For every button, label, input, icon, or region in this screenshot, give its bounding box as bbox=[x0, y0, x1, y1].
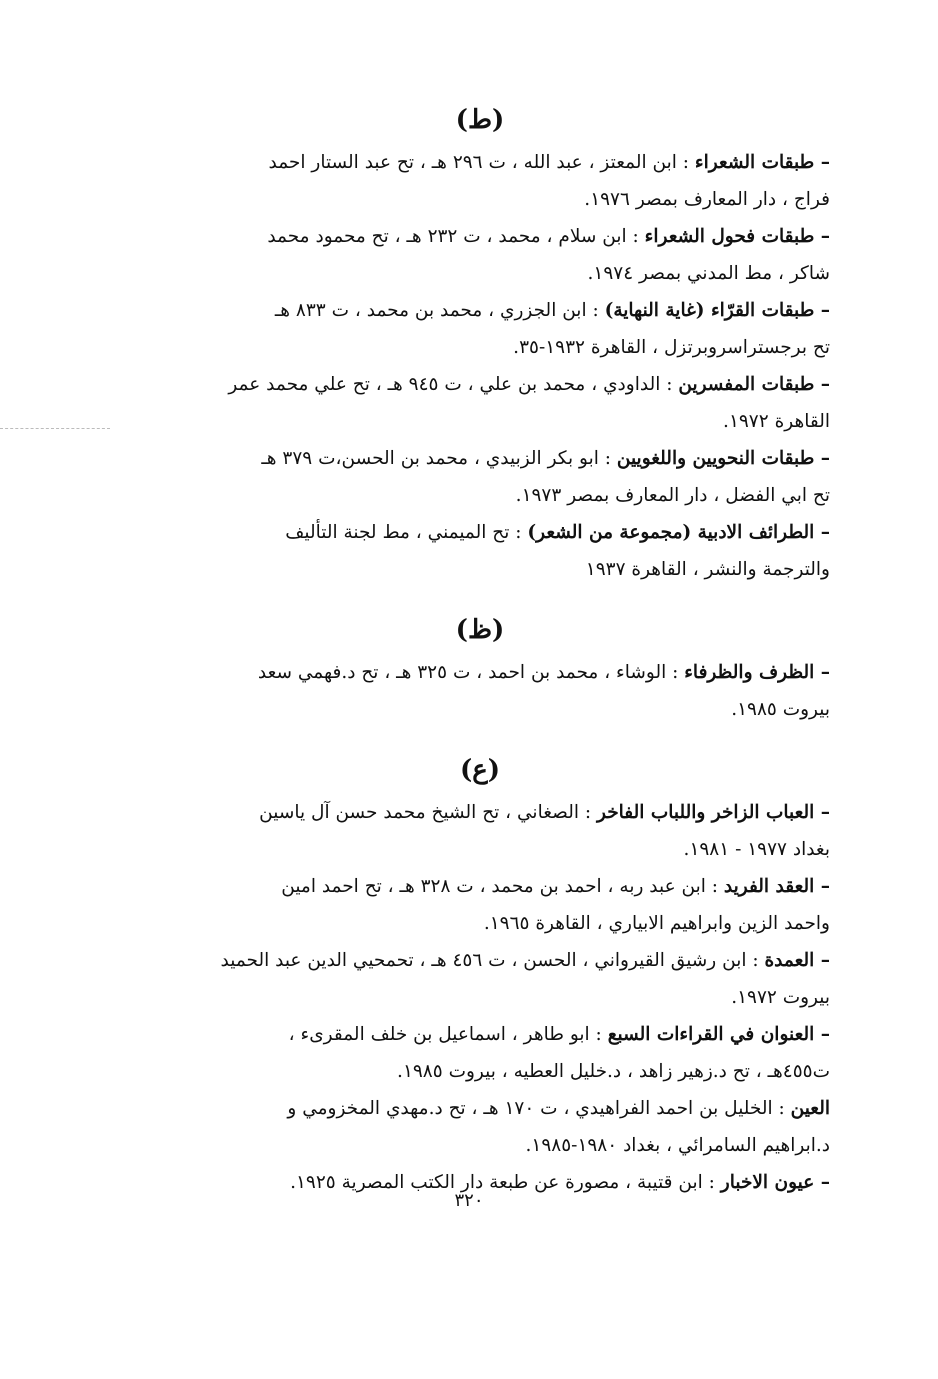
entry-title: طبقات فحول الشعراء bbox=[644, 226, 815, 247]
entry-text: : الصغاني ، تح الشيخ محمد حسن آل ياسين bbox=[259, 802, 592, 823]
entry-title: الطرائف الادبية (مجموعة من الشعر) bbox=[527, 522, 815, 543]
entry-title: العباب الزاخر واللباب الفاخر bbox=[596, 802, 815, 823]
bibliography-entry: – عيون الاخبار : ابن قتيبة ، مصورة عن طبعة دار الكتب المصرية ١٩٢٥. bbox=[290, 1172, 830, 1193]
entry-title: العمدة bbox=[764, 950, 815, 971]
entry-continuation: بغداد ١٩٧٧ - ١٩٨١. bbox=[683, 839, 830, 860]
bibliography-entry: – العباب الزاخر واللباب الفاخر : الصغاني ، تح الشيخ محمد حسن آل ياسين bbox=[259, 802, 830, 823]
bibliography-entry: – طبقات المفسرين : الداودي ، محمد بن علي ، ت ٩٤٥ هـ ، تح علي محمد عمر bbox=[228, 374, 830, 395]
entry-continuation: بيروت ١٩٨٥. bbox=[731, 699, 830, 720]
entry-text: : الخليل بن احمد الفراهيدي ، ت ١٧٠ هـ ، تح د.مهدي المخزومي و bbox=[287, 1098, 785, 1119]
entry-text: : ابن رشيق القيرواني ، الحسن ، ت ٤٥٦ هـ ، تحمحيي الدين عبد الحميد bbox=[220, 950, 759, 971]
bibliography-entry bbox=[130, 1090, 830, 1127]
entry-title: طبقات القرّاء (غاية النهاية) bbox=[604, 300, 815, 321]
entry-text: : الوشاء ، محمد بن احمد ، ت ٣٢٥ هـ ، تح د.فهمي سعد bbox=[257, 662, 679, 683]
entry-text: : ابن قتيبة ، مصورة عن طبعة دار الكتب المصرية ١٩٢٥. bbox=[290, 1172, 715, 1193]
bibliography-entry: – طبقات فحول الشعراء : ابن سلام ، محمد ، ت ٢٣٢ هـ ، تح محمود محمد bbox=[267, 226, 830, 247]
entry-continuation: د.ابراهيم السامرائي ، بغداد ١٩٨٠-١٩٨٥. bbox=[525, 1135, 830, 1156]
bibliography-entry: – الظرف والظرفاء : الوشاء ، محمد بن احمد ، ت ٣٢٥ هـ ، تح د.فهمي سعد bbox=[257, 662, 830, 683]
entry-continuation: ت٤٥٥هـ ، تح د.زهير زاهد ، د.خليل العطيه ، بيروت ١٩٨٥. bbox=[397, 1061, 830, 1082]
scan-artifact-line bbox=[0, 428, 110, 429]
bibliography-entry: – العمدة : ابن رشيق القيرواني ، الحسن ، ت ٤٥٦ هـ ، تحمحيي الدين عبد الحميد bbox=[220, 950, 830, 971]
entry-text: : الداودي ، محمد بن علي ، ت ٩٤٥ هـ ، تح علي محمد عمر bbox=[228, 374, 673, 395]
entry-title: طبقات المفسرين bbox=[678, 374, 815, 395]
bibliography-entry: – طبقات النحويين واللغويين : ابو بكر الزبيدي ، محمد بن الحسن،ت ٣٧٩ هـ bbox=[261, 448, 830, 469]
entry-continuation: تح ابي الفضل ، دار المعارف بمصر ١٩٧٣. bbox=[515, 485, 830, 506]
entry-title: العقد الفريد bbox=[723, 876, 815, 897]
section-heading: (ع) bbox=[459, 755, 501, 785]
entry-continuation: القاهرة ١٩٧٢. bbox=[723, 411, 830, 432]
entry-continuation: والترجمة والنشر ، القاهرة ١٩٣٧ bbox=[585, 559, 830, 580]
entry-continuation: فراج ، دار المعارف بمصر ١٩٧٦. bbox=[584, 189, 830, 210]
entry-title: الظرف والظرفاء bbox=[684, 662, 815, 683]
entry-title: عيون الاخبار bbox=[720, 1172, 815, 1193]
entry-continuation: تح برجستراسروبرتزل ، القاهرة ١٩٣٢-٣٥. bbox=[513, 337, 830, 358]
entry-title: طبقات الشعراء bbox=[694, 152, 815, 173]
entry-text: : ابن المعتز ، عبد الله ، ت ٢٩٦ هـ ، تح عبد الستار احمد bbox=[268, 152, 689, 173]
entry-continuation: بيروت ١٩٧٢. bbox=[731, 987, 830, 1008]
entry-text: : ابن سلام ، محمد ، ت ٢٣٢ هـ ، تح محمود محمد bbox=[267, 226, 639, 247]
page-number: ٣٢٠ bbox=[454, 1190, 484, 1211]
entry-text: : ابو بكر الزبيدي ، محمد بن الحسن،ت ٣٧٩ هـ bbox=[261, 448, 611, 469]
bibliography-entry: – طبقات الشعراء : ابن المعتز ، عبد الله ، ت ٢٩٦ هـ ، تح عبد الستار احمد bbox=[268, 152, 830, 173]
entry-text: : ابن الجزري ، محمد بن محمد ، ت ٨٣٣ هـ bbox=[274, 300, 599, 321]
section-heading: (ظ) bbox=[455, 615, 505, 645]
entry-title: العين bbox=[790, 1098, 830, 1119]
entry-text: : ابو طاهر ، اسماعيل بن خلف المقرىء ، bbox=[288, 1024, 602, 1045]
entry-continuation: شاكر ، مط المدني بمصر ١٩٧٤. bbox=[587, 263, 830, 284]
bibliography-entry: – العقد الفريد : ابن عبد ربه ، احمد بن محمد ، ت ٣٢٨ هـ ، تح احمد امين bbox=[281, 876, 830, 897]
entry-text: : تح الميمني ، مط لجنة التأليف bbox=[285, 522, 522, 543]
bibliography-entry: – طبقات القرّاء (غاية النهاية) : ابن الجزري ، محمد بن محمد ، ت ٨٣٣ هـ bbox=[274, 300, 830, 321]
entry-title: طبقات النحويين واللغويين bbox=[616, 448, 815, 469]
entry-title: العنوان في القراءات السبع bbox=[607, 1024, 815, 1045]
bibliography-entry: – الطرائف الادبية (مجموعة من الشعر) : تح الميمني ، مط لجنة التأليف bbox=[285, 522, 830, 543]
bibliography-page bbox=[130, 100, 830, 1201]
entry-text: : ابن عبد ربه ، احمد بن محمد ، ت ٣٢٨ هـ ، تح احمد امين bbox=[281, 876, 718, 897]
entry-continuation: واحمد الزين وابراهيم الابياري ، القاهرة ١٩٦٥. bbox=[483, 913, 830, 934]
section-heading: (ط) bbox=[455, 105, 505, 135]
bibliography-entry: – العنوان في القراءات السبع : ابو طاهر ، اسماعيل بن خلف المقرىء ، bbox=[288, 1024, 830, 1045]
